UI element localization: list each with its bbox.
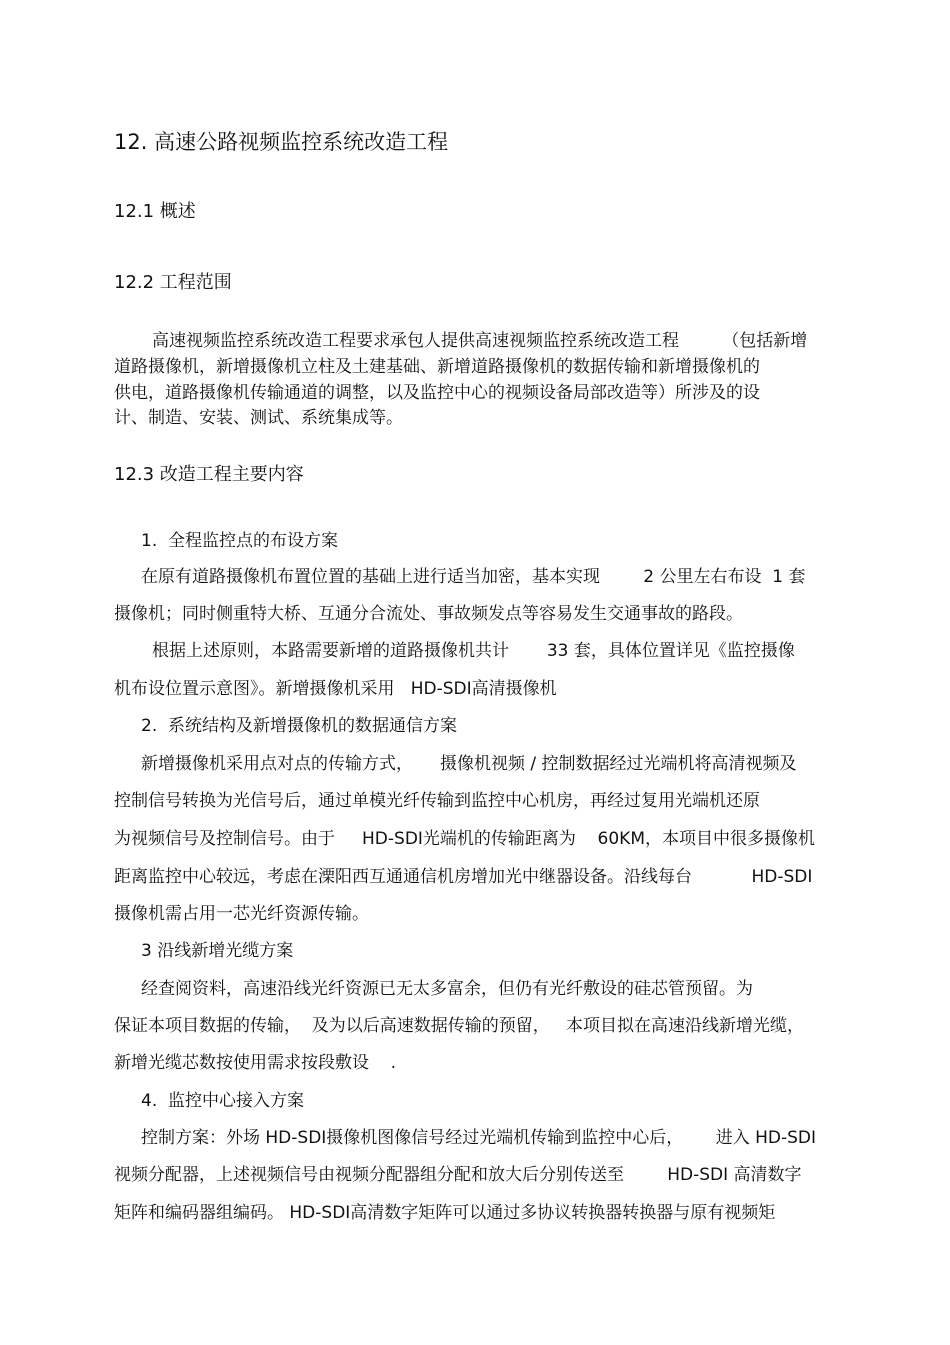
- body-line: 新增光缆芯数按使用需求按段敷设 .: [114, 1053, 397, 1073]
- body-line: 控制信号转换为光信号后，通过单模光纤传输到监控中心机房，再经过复用光端机还原: [114, 791, 760, 811]
- body-line: 摄像机；同时侧重特大桥、互通分合流处、事故频发点等容易发生交通事故的路段。: [114, 604, 743, 624]
- section-title-scope: 12.2 工程范围: [114, 272, 232, 293]
- body-line: 控制方案：外场 HD-SDI摄像机图像信号经过光端机传输到监控中心后， 进入 HD-SDI: [141, 1128, 817, 1148]
- item-heading: 2. 系统结构及新增摄像机的数据通信方案: [141, 716, 458, 736]
- section-title-overview: 12.1 概述: [114, 201, 196, 222]
- body-line: 视频分配器，上述视频信号由视频分配器组分配和放大后分别传送至 HD-SDI 高清数字: [114, 1165, 802, 1185]
- body-line: 为视频信号及控制信号。由于 HD-SDI光端机的传输距离为 60KM，本项目中很多摄像机: [114, 829, 815, 849]
- item-heading: 4. 监控中心接入方案: [141, 1091, 305, 1111]
- scope-line: 高速视频监控系统改造工程要求承包人提供高速视频监控系统改造工程 （包括新增: [152, 331, 808, 351]
- body-line: 新增摄像机采用点对点的传输方式， 摄像机视频 / 控制数据经过光端机将高清视频及: [141, 754, 797, 774]
- scope-line: 计、制造、安装、测试、系统集成等。: [114, 408, 403, 428]
- item-heading: 3 沿线新增光缆方案: [141, 941, 294, 961]
- chapter-title: 12. 高速公路视频监控系统改造工程: [114, 130, 449, 154]
- scope-line: 道路摄像机，新增摄像机立柱及土建基础、新增道路摄像机的数据传输和新增摄像机的: [114, 357, 760, 377]
- body-line: 保证本项目数据的传输， 及为以后高速数据传输的预留， 本项目拟在高速沿线新增光缆，: [114, 1016, 805, 1036]
- body-line: 根据上述原则，本路需要新增的道路摄像机共计 33 套，具体位置详见《监控摄像: [152, 641, 795, 661]
- body-line: 摄像机需占用一芯光纤资源传输。: [114, 904, 369, 924]
- scope-line: 供电，道路摄像机传输通道的调整，以及监控中心的视频设备局部改造等）所涉及的设: [114, 383, 760, 403]
- body-line: 距离监控中心较远，考虑在溧阳西互通通信机房增加光中继器设备。沿线每台 HD-SDI: [114, 867, 813, 887]
- body-line: 矩阵和编码器组编码。 HD-SDI高清数字矩阵可以通过多协议转换器转换器与原有视频矩: [114, 1203, 776, 1223]
- body-line: 在原有道路摄像机布置位置的基础上进行适当加密，基本实现 2 公里左右布设 1 套: [141, 567, 806, 587]
- item-heading: 1. 全程监控点的布设方案: [141, 531, 339, 551]
- body-line: 机布设位置示意图》。新增摄像机采用 HD-SDI高清摄像机: [114, 679, 557, 699]
- section-title-content: 12.3 改造工程主要内容: [114, 464, 304, 485]
- body-line: 经查阅资料，高速沿线光纤资源已无太多富余，但仍有光纤敷设的硅芯管预留。为: [141, 979, 753, 999]
